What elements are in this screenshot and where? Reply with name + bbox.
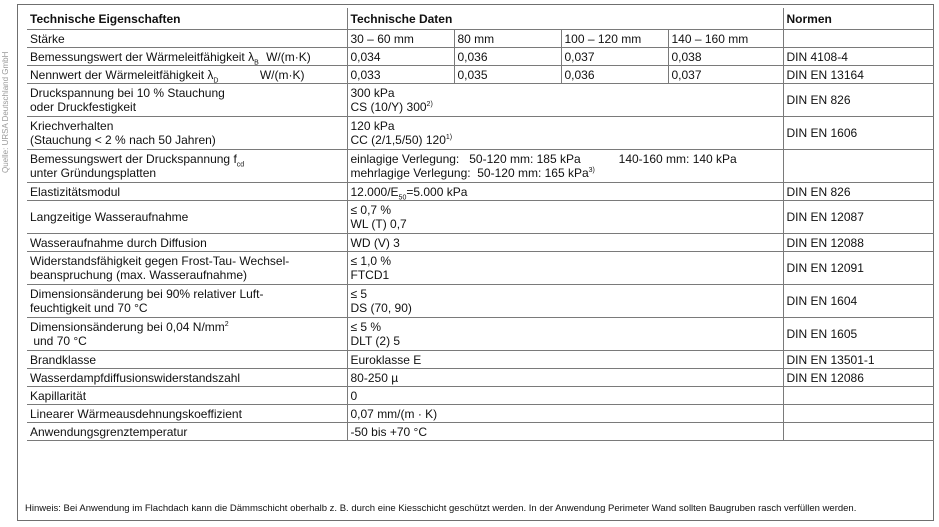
- value-line: [351, 100, 780, 114]
- cell-norm: DIN EN 12086: [783, 369, 934, 387]
- cell-norm: DIN EN 826: [783, 183, 934, 201]
- label-line: Dimensionsänderung bei 90% relativer Luft-: [30, 287, 264, 301]
- row-label: Wasseraufnahme durch Diffusion: [27, 234, 347, 252]
- cell-value: 0,037: [561, 48, 668, 66]
- footnote-marker: 1): [445, 134, 453, 141]
- cell-norm: DIN 4108-4: [783, 48, 934, 66]
- cell-norm: DIN EN 12087: [783, 201, 934, 234]
- value-line: ≤ 5: [350, 287, 368, 301]
- cell-norm: DIN EN 12091: [783, 252, 934, 285]
- table-row: [27, 387, 934, 405]
- label-line: [30, 152, 344, 169]
- label-text: Bemessungswert der Wärmeleitfähigkeit λ: [30, 49, 255, 64]
- value-text: CC (2/1,5/50) 120: [350, 133, 446, 147]
- row-label: [27, 252, 347, 285]
- cell-norm: DIN EN 13501-1: [783, 351, 934, 369]
- cell-value: [347, 117, 783, 150]
- table-row: [27, 84, 934, 117]
- row-label: [27, 66, 347, 84]
- label-line: Kriechverhalten: [30, 119, 114, 133]
- label-text: Dimensionsänderung bei 0,04 N/mm: [30, 320, 225, 334]
- cell-value: 30 – 60 mm: [347, 30, 454, 48]
- table-row: [27, 285, 934, 318]
- value-line: [351, 166, 780, 180]
- cell-value: [347, 150, 783, 183]
- cell-value: 100 – 120 mm: [561, 30, 668, 48]
- cell-value: Euroklasse E: [347, 351, 783, 369]
- cell-norm: DIN EN 13164: [783, 66, 934, 84]
- table-row: [27, 405, 934, 423]
- source-note: Quelle: URSA Deutschland GmbH: [1, 52, 10, 174]
- label-unit: W/(m·K): [266, 49, 311, 64]
- table-row: [27, 351, 934, 369]
- cell-value: 0,036: [454, 48, 561, 66]
- table-row: [27, 30, 934, 48]
- value-line: ≤ 1,0 %: [350, 254, 392, 268]
- row-label: [27, 285, 347, 318]
- table-row: [27, 150, 934, 183]
- value-subscript: 50: [398, 193, 407, 201]
- row-label: Brandklasse: [27, 351, 347, 369]
- table-row: [27, 369, 934, 387]
- label-line: feuchtigkeit und 70 °C: [30, 301, 148, 315]
- table-row: [27, 66, 934, 84]
- label-superscript: 2: [224, 321, 229, 328]
- table-row: [27, 423, 934, 441]
- value-line: DLT (2) 5: [350, 334, 401, 348]
- value-line: FTCD1: [350, 268, 390, 282]
- label-subscript: D: [213, 76, 219, 84]
- footnote-hint: Hinweis: Bei Anwendung im Flachdach kann die Dämmschicht oberhalb z. B. durch eine Kiesschicht geschützt werden. In der Anwendung Perimeter Wand sollten Baugruben rasch verfüllen werden.: [25, 503, 857, 514]
- cell-value: 0,037: [668, 66, 783, 84]
- cell-value: 0: [347, 387, 783, 405]
- cell-norm: DIN EN 826: [783, 84, 934, 117]
- value-line: [351, 133, 780, 147]
- label-text: Nennwert der Wärmeleitfähigkeit λ: [30, 67, 214, 82]
- cell-norm: DIN EN 1605: [783, 318, 934, 351]
- row-label: Wasserdampfdiffusionswiderstandszahl: [27, 369, 347, 387]
- row-label: [27, 318, 347, 351]
- table-row: [27, 252, 934, 285]
- header-data: Technische Daten: [347, 8, 783, 30]
- cell-value: 140 – 160 mm: [668, 30, 783, 48]
- cell-norm: DIN EN 12088: [783, 234, 934, 252]
- table-row: [27, 201, 934, 234]
- cell-value: [347, 84, 783, 117]
- row-label: Stärke: [27, 30, 347, 48]
- technical-data-table: [27, 8, 934, 441]
- cell-value: -50 bis +70 °C: [347, 423, 783, 441]
- cell-value: 80 mm: [454, 30, 561, 48]
- value-line: 300 kPa: [350, 86, 395, 100]
- row-label: [27, 117, 347, 150]
- table-row: [27, 117, 934, 150]
- cell-value: [347, 252, 783, 285]
- row-label: Langzeitige Wasseraufnahme: [27, 201, 347, 234]
- value-line: DS (70, 90): [350, 301, 412, 315]
- value-line: ≤ 0,7 %: [350, 203, 392, 217]
- label-line: (Stauchung < 2 % nach 50 Jahren): [30, 133, 216, 147]
- cell-value: [347, 318, 783, 351]
- header-properties: Technische Eigenschaften: [27, 8, 347, 30]
- cell-value: 0,035: [454, 66, 561, 84]
- cell-norm: [783, 423, 934, 441]
- label-subscript: cd: [236, 161, 245, 169]
- value-text: 12.000/E: [350, 184, 399, 199]
- label-line: oder Druckfestigkeit: [30, 100, 137, 114]
- table-header-row: [27, 8, 934, 30]
- cell-norm: [783, 387, 934, 405]
- value-text: einlagige Verlegung: 50-120 mm: 185 kPa: [350, 152, 581, 166]
- cell-value: [347, 285, 783, 318]
- cell-norm: [783, 405, 934, 423]
- label-subscript: B: [254, 58, 259, 66]
- cell-norm: DIN EN 1604: [783, 285, 934, 318]
- value-text: =5.000 kPa: [406, 184, 468, 199]
- header-norms: Normen: [783, 8, 934, 30]
- row-label: Linearer Wärmeausdehnungskoeffizient: [27, 405, 347, 423]
- label-line: beanspruchung (max. Wasseraufnahme): [30, 268, 247, 282]
- label-text: Bemessungswert der Druckspannung f: [30, 152, 237, 166]
- cell-norm: DIN EN 1606: [783, 117, 934, 150]
- footnote-marker: 3): [588, 167, 595, 174]
- cell-norm: [783, 30, 934, 48]
- cell-value: 0,038: [668, 48, 783, 66]
- value-line: ≤ 5 %: [350, 320, 382, 334]
- label-line: unter Gründungsplatten: [30, 166, 157, 180]
- footnote-marker: 2): [426, 101, 433, 108]
- row-label: Kapillarität: [27, 387, 347, 405]
- label-line: Druckspannung bei 10 % Stauchung: [30, 86, 225, 100]
- cell-value: [347, 201, 783, 234]
- value-line: WL (T) 0,7: [350, 217, 407, 231]
- table-row: [27, 318, 934, 351]
- value-text: mehrlagige Verlegung: 50-120 mm: 165 kPa: [350, 166, 589, 180]
- cell-value: 0,033: [347, 66, 454, 84]
- label-line: Widerstandsfähigkeit gegen Frost-Tau- Wechsel-: [30, 254, 290, 268]
- cell-value: 0,07 mm/(m · K): [347, 405, 783, 423]
- label-line: und 70 °C: [30, 334, 87, 348]
- row-label: [27, 48, 347, 66]
- table-row: [27, 234, 934, 252]
- value-line: [351, 152, 780, 166]
- cell-value: 0,036: [561, 66, 668, 84]
- row-label: [27, 84, 347, 117]
- value-text: CS (10/Y) 300: [350, 100, 427, 114]
- label-unit: W/(m·K): [259, 67, 305, 82]
- row-label: Elastizitätsmodul: [27, 183, 347, 201]
- cell-value: 80-250 µ: [347, 369, 783, 387]
- cell-value: [347, 183, 783, 201]
- table-row: [27, 183, 934, 201]
- cell-value: WD (V) 3: [347, 234, 783, 252]
- table-row: [27, 48, 934, 66]
- value-text: 140-160 mm: 140 kPa: [618, 152, 737, 166]
- value-line: 120 kPa: [350, 119, 395, 133]
- row-label: Anwendungsgrenztemperatur: [27, 423, 347, 441]
- cell-norm: [783, 150, 934, 183]
- row-label: [27, 150, 347, 183]
- label-line: [30, 320, 344, 334]
- cell-value: 0,034: [347, 48, 454, 66]
